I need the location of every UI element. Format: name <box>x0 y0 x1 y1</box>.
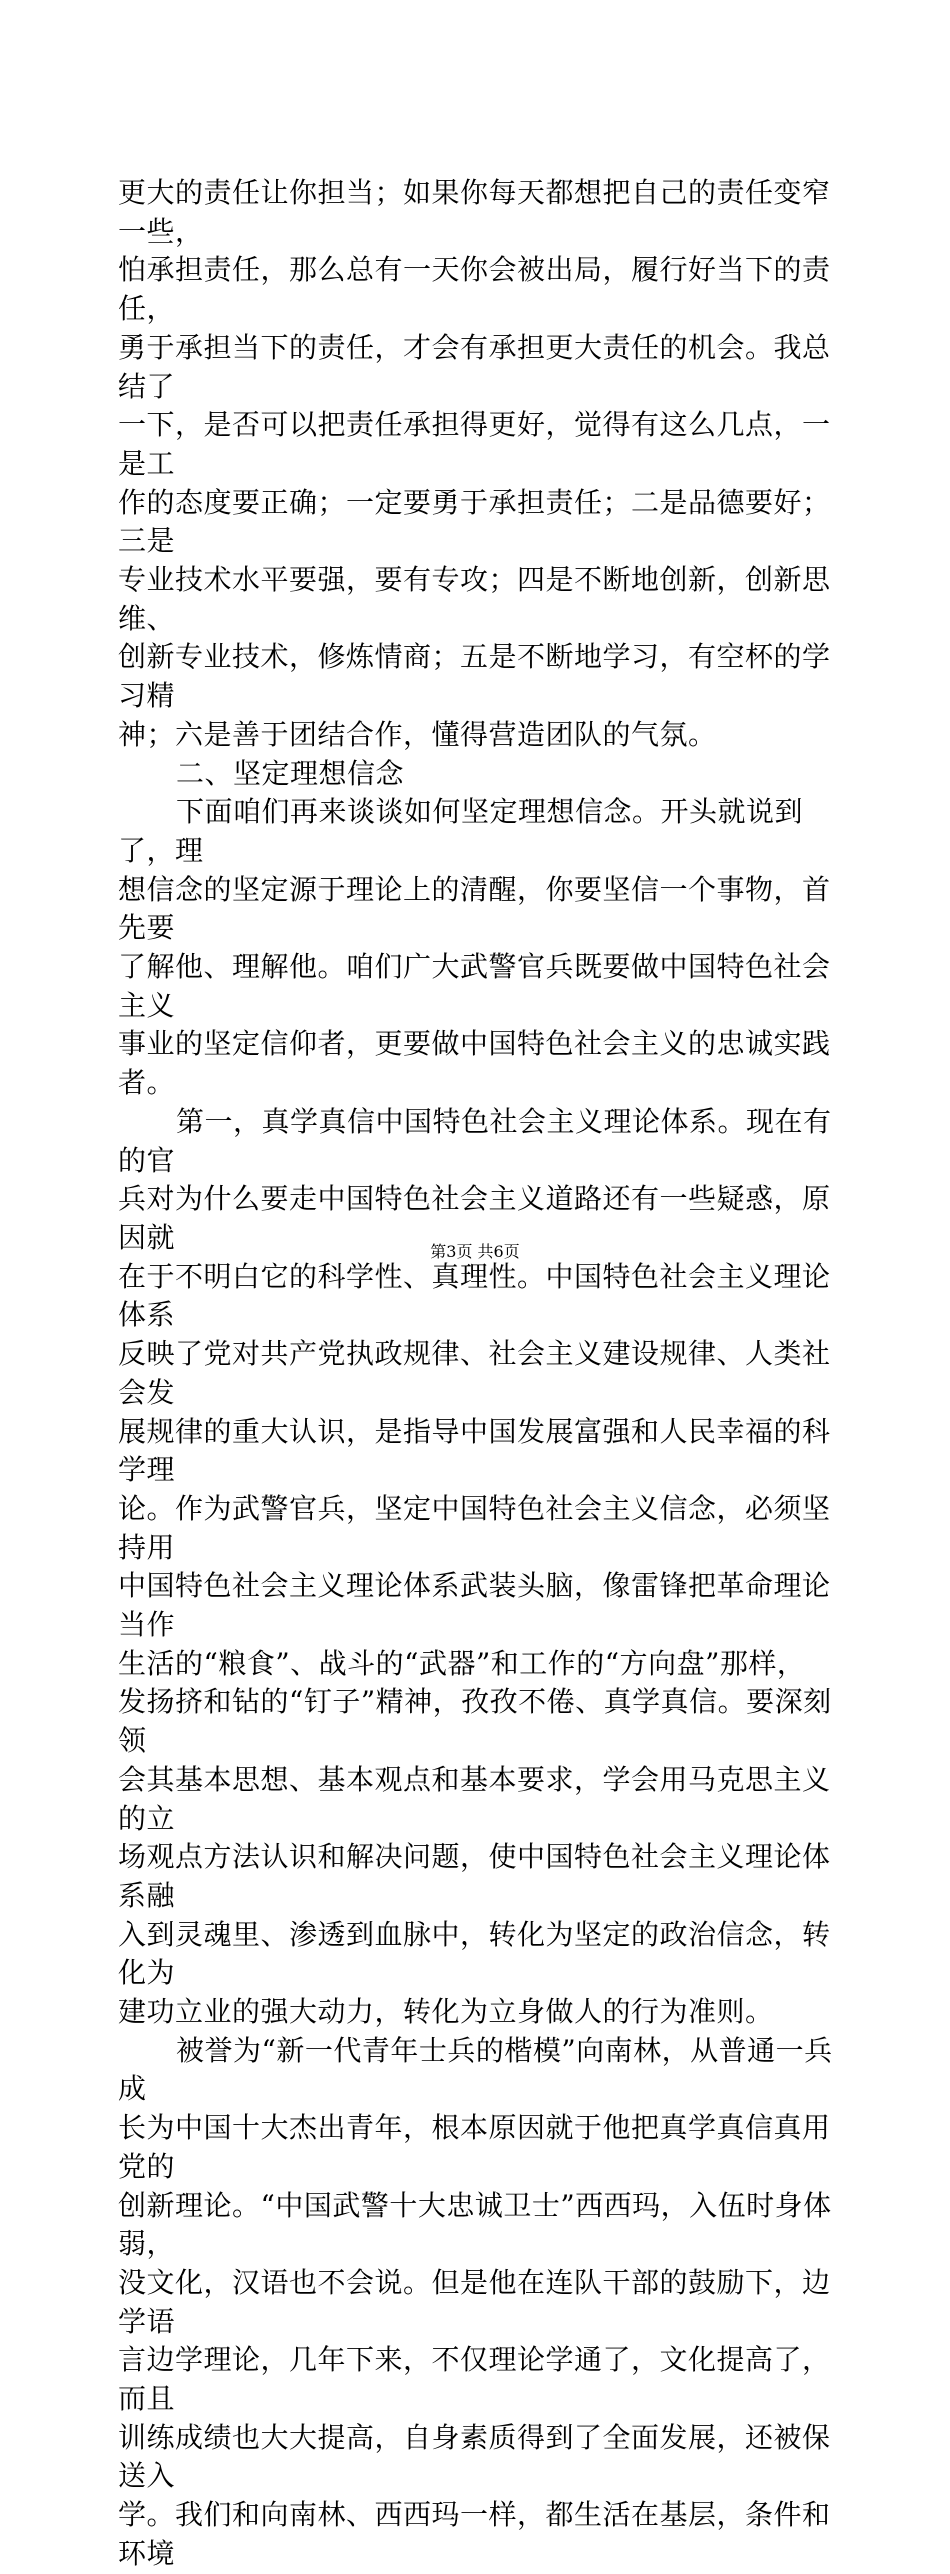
text-line: 发扬挤和钻的“钉子”精神，孜孜不倦、真学真信。要深刻领 <box>118 1685 832 1758</box>
text-line: 兵对为什么要走中国特色社会主义道路还有一些疑惑，原因就 <box>118 1182 831 1254</box>
text-line: 生活的“粮食”、战斗的“武器”和工作的“方向盘”那样， <box>118 1646 806 1680</box>
text-line: 反映了党对共产党执政规律、社会主义建设规律、人类社会发 <box>118 1337 831 1409</box>
text-line: 下面咱们再来谈谈如何坚定理想信念。开头就说到了，理 <box>118 795 804 867</box>
text-line: 事业的坚定信仰者，更要做中国特色社会主义的忠诚实践者。 <box>118 1027 831 1100</box>
text-line: 会其基本思想、基本观点和基本要求，学会用马克思主义的立 <box>118 1762 831 1835</box>
text-line: 创新专业技术，修炼情商；五是不断地学习，有空杯的学习精 <box>118 640 831 713</box>
text-line: 想信念的坚定源于理论上的清醒，你要坚信一个事物，首先要 <box>118 872 831 945</box>
text-line: 专业技术水平要强，要有专攻；四是不断地创新，创新思维、 <box>118 563 831 635</box>
text-line: 言边学理论，几年下来，不仅理论学通了，文化提高了，而且 <box>118 2343 831 2416</box>
text-line: 长为中国十大杰出青年，根本原因就于他把真学真信真用党的 <box>118 2111 831 2183</box>
text-line: 被誉为“新一代青年士兵的楷模”向南林，从普通一兵成 <box>118 2033 833 2106</box>
text-line: 建功立业的强大动力，转化为立身做人的行为准则。 <box>118 1995 774 2029</box>
text-line: 场观点方法认识和解决问题，使中国特色社会主义理论体系融 <box>118 1840 831 1912</box>
text-line: 在于不明白它的科学性、真理性。中国特色社会主义理论体系 <box>118 1259 831 1332</box>
section-heading: 二、坚定理想信念 <box>176 756 405 790</box>
text-line: 作的态度要正确；一定要勇于承担责任；二是品德要好；三是 <box>118 485 831 558</box>
page-number: 第3页 共6页 <box>430 1242 520 1261</box>
text-line: 神；六是善于团结合作，懂得营造团队的气氛。 <box>118 717 717 751</box>
text-line: 更大的责任让你担当；如果你每天都想把自己的责任变窄一些， <box>118 176 831 248</box>
text-line: 学。我们和向南林、西西玛一样，都生活在基层，条件和环境 <box>118 2498 831 2570</box>
text-line: 勇于承担当下的责任，才会有承担更大责任的机会。我总结了 <box>118 330 831 403</box>
text-line: 了解他、理解他。咱们广大武警官兵既要做中国特色社会主义 <box>118 950 831 1022</box>
text-line: 没文化，汉语也不会说。但是他在连队干部的鼓励下，边学语 <box>118 2265 831 2338</box>
text-line: 论。作为武警官兵，坚定中国特色社会主义信念，必须坚持用 <box>118 1491 831 1564</box>
text-line: 一下，是否可以把责任承担得更好，觉得有这么几点，一是工 <box>118 408 831 480</box>
text-line: 中国特色社会主义理论体系武装头脑，像雷锋把革命理论当作 <box>118 1569 831 1642</box>
text-line: 训练成绩也大大提高，自身素质得到了全面发展，还被保送入 <box>118 2420 831 2493</box>
document-body <box>118 174 838 2574</box>
text-line: 第一，真学真信中国特色社会主义理论体系。现在有的官 <box>118 1104 832 1177</box>
page-footer <box>0 1242 950 1262</box>
text-line: 怕承担责任，那么总有一天你会被出局，履行好当下的责任， <box>118 253 831 326</box>
text-line: 入到灵魂里、渗透到血脉中，转化为坚定的政治信念，转化为 <box>118 1917 831 1990</box>
text-line: 创新理论。“中国武警十大忠诚卫士”西西玛，入伍时身体弱， <box>118 2188 832 2261</box>
text-line: 展规律的重大认识，是指导中国发展富强和人民幸福的科学理 <box>118 1414 831 1487</box>
